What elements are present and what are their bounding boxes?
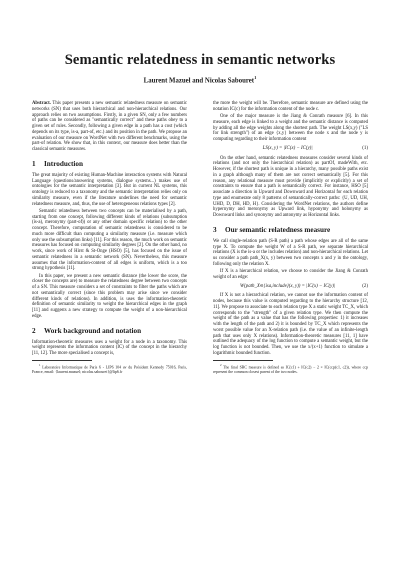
equation-1-body: LS(x, y) = |IC(x) − IC(y)|: [262, 145, 313, 151]
footnote-affiliation: [32, 363, 187, 375]
right-paragraph-1: the more the weight will be. Therefore, semantic measure are defined using the notation IC(c) for the information content of the node c.: [213, 101, 368, 112]
footnote-2-text: The final SRC measure is defined as IC(c1) + IC(c2) − 2 × IC(ccp(c1, c2)), where ccp represent the common closest parent of the two nodes.: [213, 364, 369, 374]
paper-title: Semantic relatedness in semantic networks: [64, 52, 336, 68]
section-1-title: Introduction: [44, 159, 84, 168]
author-names: Laurent Mazuel and Nicolas Sabouret: [143, 77, 255, 85]
author-footnote-mark: 1: [254, 75, 257, 80]
equation-2: [213, 284, 368, 290]
paper-authors: [0, 75, 400, 84]
abstract: [32, 101, 187, 153]
section-1-paragraph-2: Semantic relatedness between two concepts can be materialised by a path, starting from one concept, following different kinds of relations (subsumption (is-a), meronymy (part-of)) or any other domain specific relation) to the other concept. Therefore, computation of semantic relatedness is considered to be much more difficult than computing a similarity measure (i.e. measure which only use the subsumption links) [11]. For this reason, the much work on semantic measures has focused on computing similarity degrees [2]. On the other hand, no work, since work of Hirst & St-Onge (HSO) [5], has focused on the issue of semantic relatedness in a semantic network (SN). Nevertheless, this measure assumes that the information-content of all edges is uniform, which is a too strong hypothesis [11].: [32, 208, 187, 272]
footnote-divider: [32, 360, 92, 361]
section-3-paragraph-2: If X is a hierarchical relation, we choose to consider the Jiang & Conrath weight of an edge:: [213, 269, 368, 280]
section-1-paragraph-1: The great majority of existing Human-Machine interaction systems with Natural Language (questions/answering systems, dialogue systems...) makes use of ontologies for the semantic interpretation [3]. But in current NL systems, this ontology is reduced to a taxonomy and the semantic interpretation relies only on similarity measure, even if the literature underlines the need for semantic relatedness measure, and, thus, the use of heterogeneous relations types [2].: [32, 172, 187, 207]
section-3-title: Our semantic relatedness measure: [225, 225, 331, 234]
equation-2-number: (2): [362, 283, 368, 289]
abstract-label: Abstract.: [32, 101, 51, 106]
section-2-heading: [32, 327, 187, 335]
section-2-paragraph-1: Information-theoretic measures uses a weight for a node in a taxonomy. This weight represents the information content (IC) of the concept in the hierarchy [11, 12]. The more specialised a concept is,: [32, 339, 187, 357]
section-2-number: 2: [32, 326, 36, 335]
footnote-divider-right: [213, 360, 273, 361]
equation-1: [213, 146, 368, 152]
section-3-paragraph-1: We call single-relation path (S-R path) a path whose edges are all of the same type X. To compute the weight W of a S-R path, we separate hierarchical relations (X is the is-a or the includes relation) and non-hierarchical relations. Let us consider a path path_X(x, y) between two concepts x and y in the ontology, following only the relation X.: [213, 238, 368, 267]
section-1-heading: [32, 160, 187, 168]
section-3-number: 3: [213, 225, 217, 234]
equation-1-number: (1): [362, 145, 368, 151]
section-3-heading: [213, 226, 368, 234]
right-paragraph-2: One of the major measure is the Jiang & Conrath measure [6]. In this measure, each edge is linked to a weight and the semantic distance is computed by adding all the edge weights along the shortest path. The weight LS(x,y) ("LS for link strength") of an edge {x,y} between the node x and the node y is computing regarding to their information content: [213, 114, 368, 143]
right-paragraph-3: On the other hand, semantic relatedness measures consider several kinds of relations (and not only the hierarchical relation) as partOf, madeWith, etc. However, if the shortest path is unique in a hierarchy, many possible paths exist in a graph although many of them are not correct semantically [5]. For this reason, any relational measure must provide (implicitly or explicitly) a set of constraints to ensure that a path is semantically correct. For instance, HSO [5] associate a direction in Upward and Downward and Horizontal for each relation type and enumerate only 8 patterns of semantically-correct paths: {U, UD, UH, UHD, D, DH, HD, H}. Considering the WordNet relations, the authors define hypernymy and meronymy as Upward link, hyponymy and holonymy as Downward links and synonymy and antonymy as Horizontal links.: [213, 155, 368, 219]
section-1-paragraph-3: In this paper, we present a new semantic distance (the lower the score, the closer the concepts are) to measure the relatedness degree between two concepts of a SN. This measure considers a set of constraints to filter the paths which are not semantically correct (since this problem may arise since we consider different kinds of relations). In addition, is uses the information-theoretic definition of semantic similarity to weight the hierarchical edges in the graph [11] and suggests a new strategy to compute the weight of a non-hierarchical edge.: [32, 273, 187, 319]
equation-2-body: W(path_X∈{isa,include}(x, y)) = |IC(x) − IC(y)|: [240, 283, 336, 289]
section-3-paragraph-3: If X is not a hierarchical relation, we cannot use the information content of nodes, because this value is computed regarding to the hierarchy structure [12, 11]. We propose to associate to each relation type X a static weight TC_X, which corresponds to the "strength" of a given relation type. We then compute the weight of the path as a value that has the following properties: 1) it increases with the length of the path and 2) it is bounded by TC_X which represents the worst possible value for an X-relation path (i.e. the value of an infinite-length path that uses only X relations). Information-theoretic measures [11, 1] have outlined the adequacy of the log function to compute a semantic weight, but the log function is not bounded. Then, we use the x/(x+1) function to simulate a logarithmic bounded function.: [213, 293, 368, 356]
left-column: [32, 101, 187, 376]
footnote-1-text: Laboratoire Informatique de Paris 6 - LIP6 104 av du Président Kennedy 75016, Paris, France, email: {laurent.mazuel; nicolas.sabouret}@lip6.fr: [32, 365, 187, 374]
footnote-src-measure: [213, 363, 368, 375]
section-2-title: Work background and notation: [44, 326, 142, 335]
footnote-1-mark: 1: [39, 362, 41, 367]
right-column: [213, 101, 368, 376]
section-1-number: 1: [32, 159, 36, 168]
footnote-2-mark: 2: [220, 362, 222, 367]
abstract-text: This paper presents a new semantic relatedness measure on semantic networks (SN) that uses both hierarchical and non-hierarchical relations. Our approach relies on two assumptions. Firstly, in a given SN, only a few numbers of paths can be considered as "semantically correct" and these paths obey to a given set of rules. Secondly, following a given edge in a path has a cost (which depends on its type, is-a, part-of, etc.) and its position in the path. We propose an evaluation of our measure on WordNet with two different benchmarks, using the part-of relation. We show that, in this context, our measure does better than the classical semantic measures.: [32, 101, 187, 152]
